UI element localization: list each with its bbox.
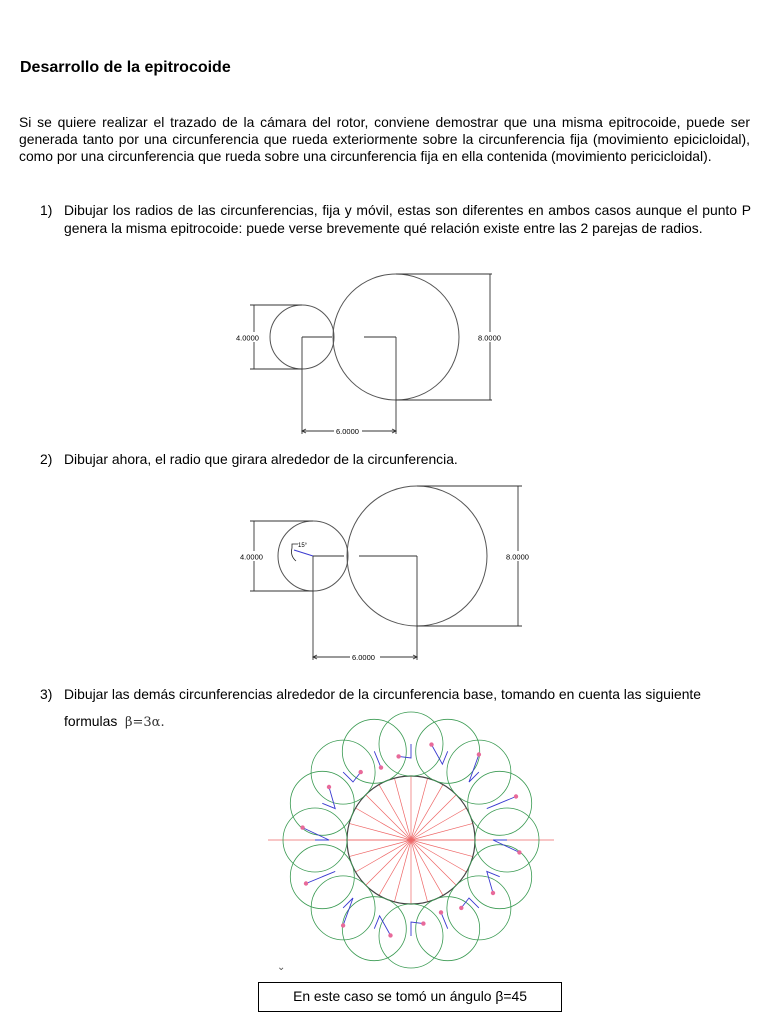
fig1-dimension-lines — [250, 274, 492, 434]
radial-line — [411, 795, 456, 840]
figure-2-rotating-radius-diagram — [236, 482, 536, 668]
rotating-radius — [343, 898, 353, 926]
trace-point — [491, 891, 495, 895]
radial-line — [411, 840, 428, 902]
figure-1-radii-diagram — [228, 268, 520, 440]
rotating-radius — [374, 751, 381, 767]
rotating-radius — [461, 898, 479, 908]
radial-line — [379, 785, 411, 840]
radial-line — [366, 840, 411, 885]
trace-point — [421, 921, 425, 925]
radial-line — [356, 840, 411, 872]
rolling-circle — [447, 876, 511, 940]
trace-point — [514, 794, 518, 798]
step-2-number: 2) — [40, 451, 53, 467]
trace-point — [477, 752, 481, 756]
step-3-text-line2: formulas — [64, 713, 118, 729]
rotating-radius — [374, 916, 390, 936]
fig2-dim-left-label: 4.0000 — [240, 552, 263, 562]
rolling-circle — [468, 845, 532, 909]
rolling-circle — [290, 771, 354, 835]
radial-line — [356, 808, 411, 840]
trace-point — [341, 923, 345, 927]
trace-point — [388, 933, 392, 937]
rolling-circle — [342, 719, 406, 783]
fig1-dim-bottom-label: 6.0000 — [336, 427, 359, 436]
trace-point — [429, 742, 433, 746]
radial-line — [366, 795, 411, 840]
radial-line — [411, 840, 473, 857]
fig2-dimension-lines — [250, 486, 522, 660]
fig2-angle-label: 15° — [298, 543, 308, 549]
fig1-dim-left-label: 4.0000 — [236, 333, 259, 343]
trace-point — [304, 881, 308, 885]
trace-point — [300, 825, 304, 829]
trace-point — [359, 770, 363, 774]
step-2-text: Dibujar ahora, el radio que girara alrededor de la circunferencia. — [64, 451, 458, 467]
trace-point — [327, 785, 331, 789]
rotating-radius — [306, 871, 335, 883]
step-1-text: Dibujar los radios de las circunferencias, fija y móvil, estas son diferentes en ambos casos aunque el punto P genera la misma epitrocoide: puede verse brevemente qué relación existe entre las 2 parejas de radios. — [64, 202, 751, 236]
radial-line — [411, 840, 466, 872]
radial-line — [394, 840, 411, 902]
radial-line — [394, 778, 411, 840]
fig2-rotating-radius — [294, 550, 313, 556]
trace-point — [459, 906, 463, 910]
step-3-number: 3) — [40, 686, 53, 702]
rolling-circle — [447, 740, 511, 804]
radial-line — [349, 823, 411, 840]
step-1 — [40, 201, 751, 261]
fig1-dim-right-label: 8.0000 — [478, 333, 501, 343]
figure-3-epitrochoid-construction — [262, 702, 558, 972]
rolling-circle — [311, 740, 375, 804]
step-3-text-line1: Dibujar las demás circunferencias alrededor de la circunferencia base, tomando en cuenta las siguiente — [64, 686, 702, 702]
radial-line — [411, 840, 456, 885]
trace-point — [396, 754, 400, 758]
radial-line — [411, 823, 473, 840]
rotating-radius — [432, 745, 448, 765]
radial-line — [379, 840, 411, 895]
rolling-circle — [311, 876, 375, 940]
caption-box: En este caso se tomó un ángulo β=45 — [258, 982, 562, 1012]
radial-line — [411, 840, 443, 895]
rotating-radius — [441, 912, 448, 928]
chevron-down-icon: ⌄ — [277, 962, 286, 973]
trace-point — [379, 765, 383, 769]
fig2-dim-right-label: 8.0000 — [506, 552, 529, 562]
rolling-circle — [416, 719, 480, 783]
rotating-radius — [343, 772, 361, 782]
radial-line — [411, 808, 466, 840]
radial-line — [411, 785, 443, 840]
step-1-number: 1) — [40, 202, 53, 218]
rotating-radius — [487, 797, 516, 809]
rotating-radius — [303, 828, 329, 840]
step-3-formula: β=3α. — [124, 715, 165, 730]
page-title: Desarrollo de la epitrocoide — [20, 59, 231, 76]
trace-point — [439, 910, 443, 914]
rotating-radius — [493, 840, 519, 852]
step-2 — [40, 450, 751, 470]
radial-line — [349, 840, 411, 857]
rolling-circle — [342, 897, 406, 961]
intro-paragraph: Si se quiere realizar el trazado de la cámara del rotor, conviene demostrar que una misma epitrocoide, puede ser generada tanto por una circunferencia que rueda exteriormente sobre la circunferencia fija (movimiento epicicloidal), como por una circunferencia que rueda sobre una circunferencia fija en ella contenida (movimiento pericicloidal). — [19, 114, 750, 164]
radial-line — [411, 778, 428, 840]
rotating-radius — [469, 755, 479, 783]
trace-point — [517, 850, 521, 854]
fig2-dim-bottom-label: 6.0000 — [352, 653, 375, 662]
rolling-circle — [416, 897, 480, 961]
